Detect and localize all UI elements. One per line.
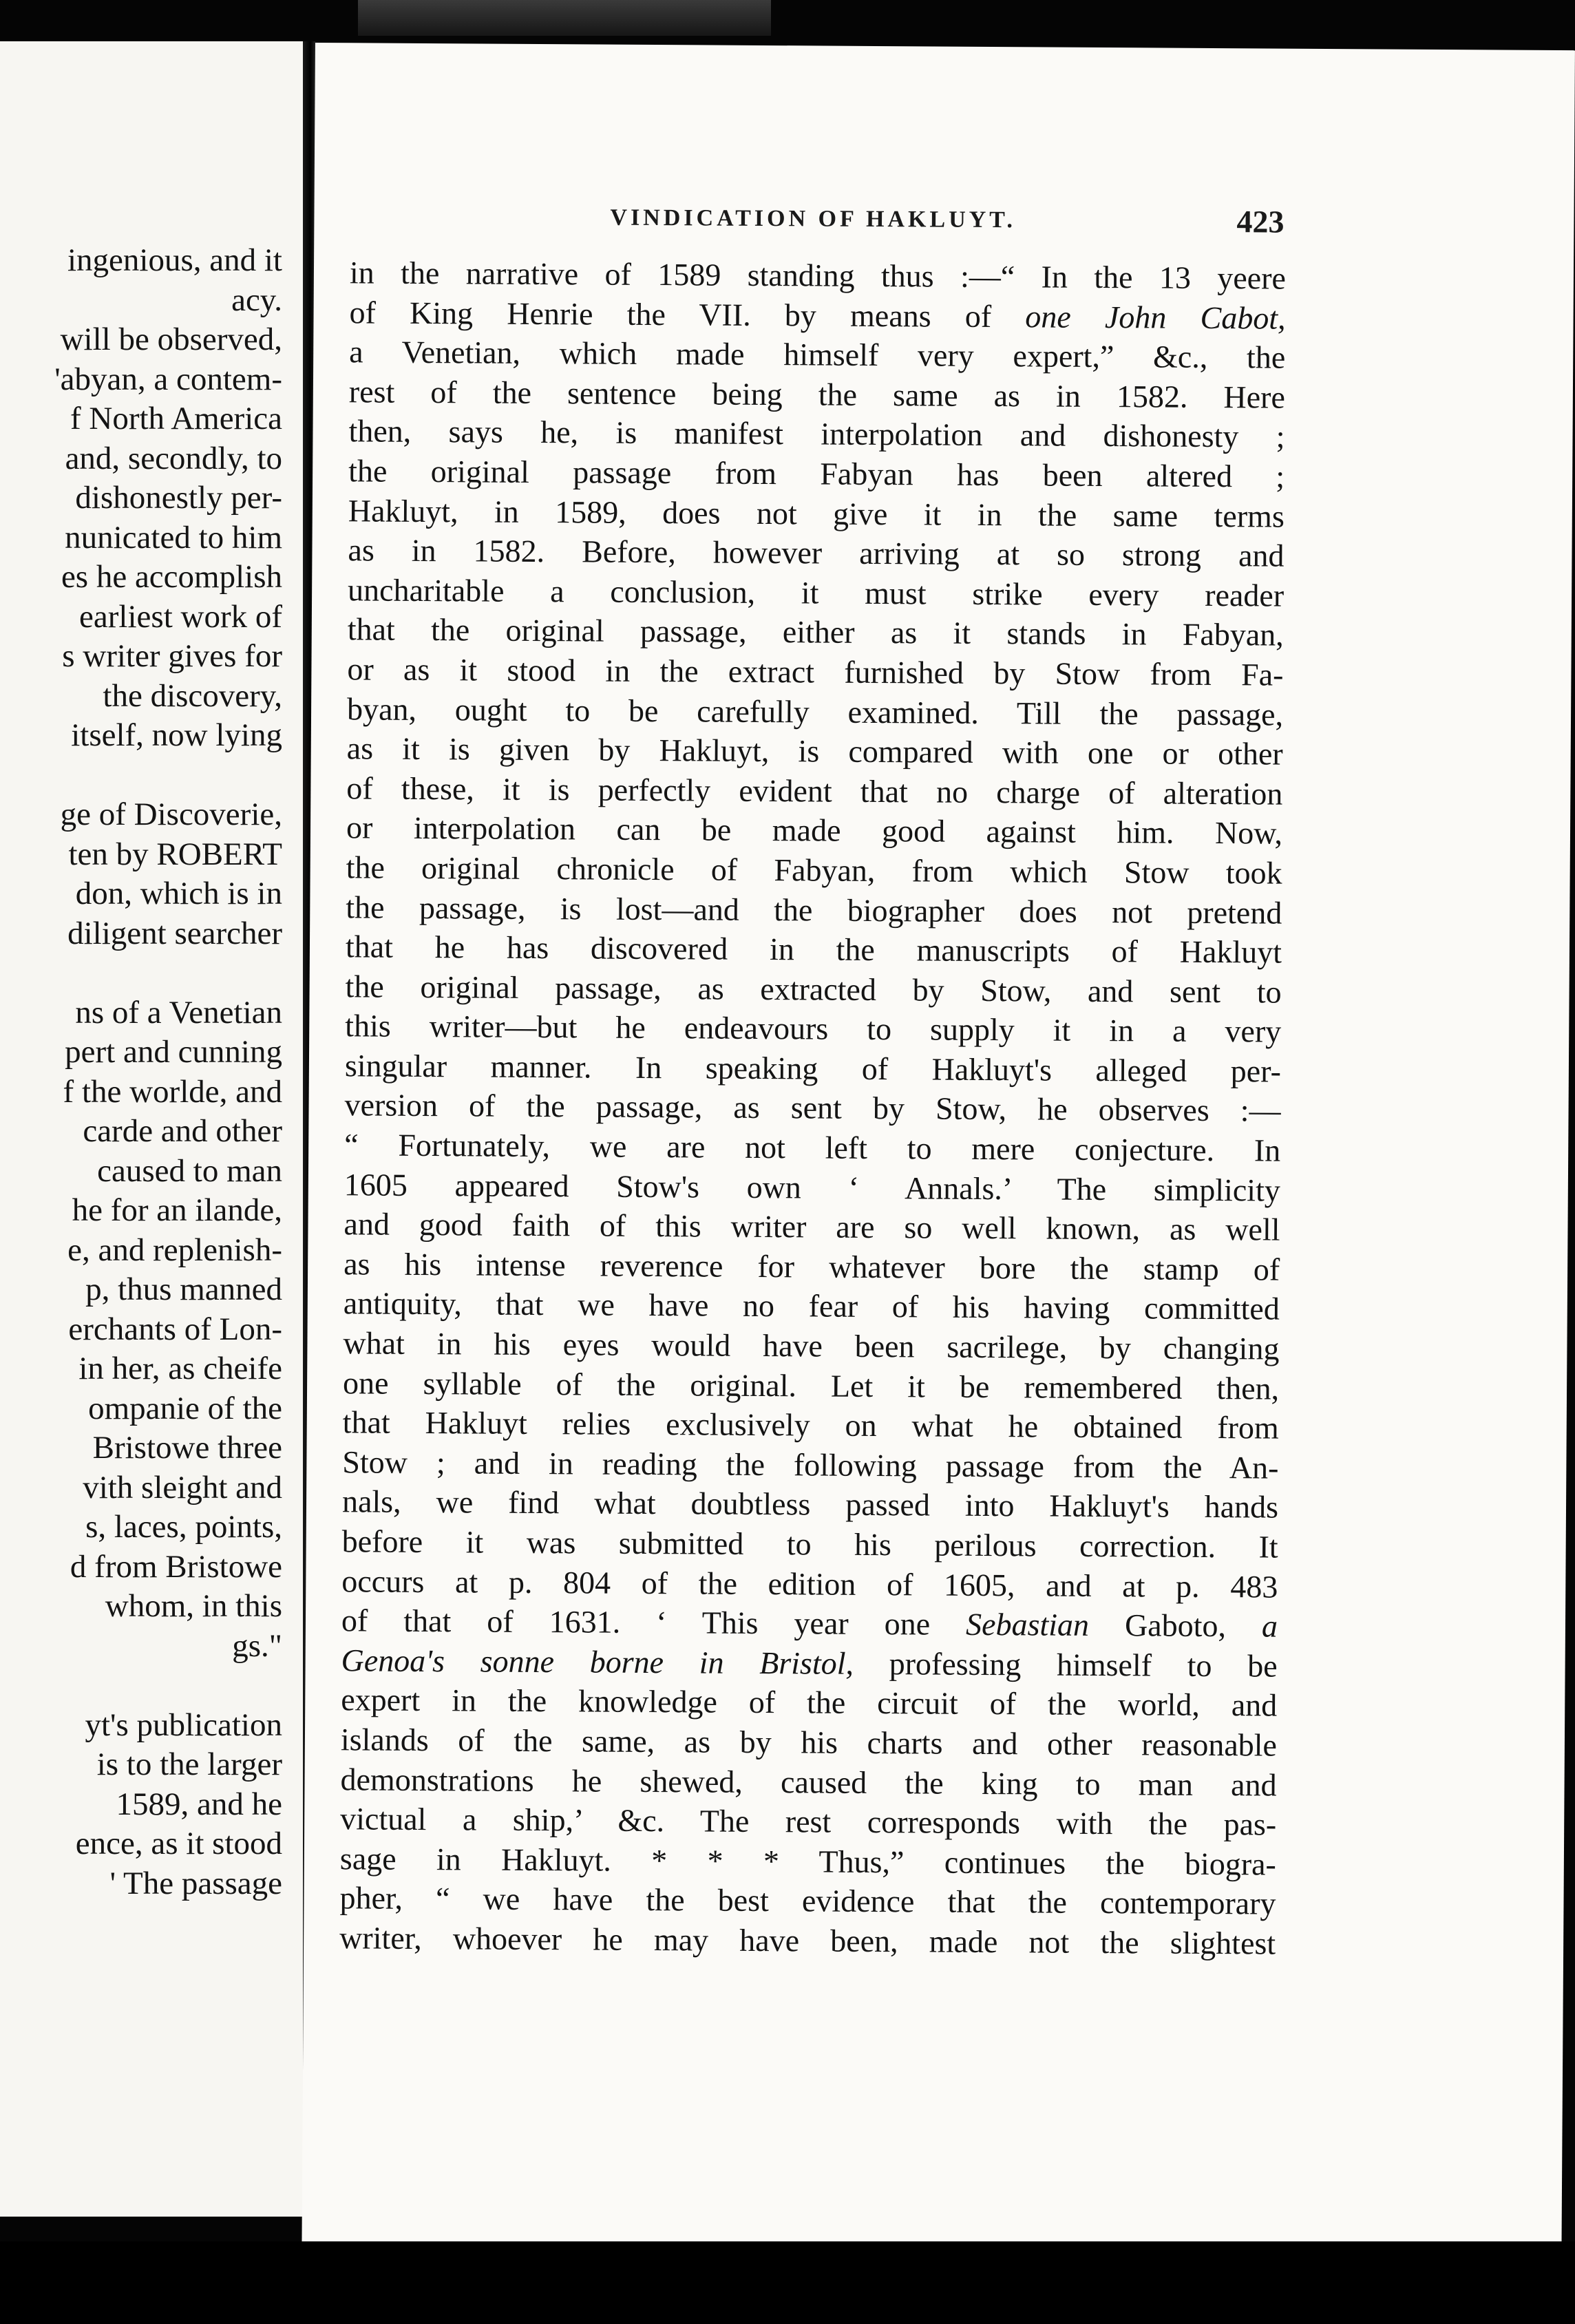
body-text: [339, 253, 1286, 1963]
body-line: Hakluyt, in 1589, does not give it in the same terms: [348, 492, 1285, 534]
left-page-line: ' The passage: [109, 1865, 282, 1901]
body-line: that the original passage, either as it stands in Fabyan,: [347, 611, 1284, 653]
body-line: a Venetian, which made himself very expert,” &c., the: [349, 334, 1286, 375]
body-line: demonstrations he shewed, caused the king to man and: [340, 1761, 1277, 1803]
left-page-line: ge of Discoverie,: [60, 796, 282, 832]
body-line: 1605 appeared Stow's own ‘ Annals.’ The simplicity: [343, 1166, 1281, 1208]
left-page-line: diligent searcher: [67, 915, 282, 951]
left-page-line: caused to man: [97, 1152, 282, 1189]
body-line: version of the passage, as sent by Stow, he observes :—: [344, 1087, 1281, 1129]
left-page-line: is to the larger: [96, 1746, 282, 1782]
body-line: before it was submitted to his perilous correction. It: [341, 1523, 1278, 1565]
body-line: that he has discovered in the manuscripts of Hakluyt: [345, 929, 1282, 970]
body-line: the original passage from Fabyan has been altered ;: [348, 453, 1285, 494]
body-line: as in 1582. Before, however arriving at so strong and: [348, 532, 1285, 573]
left-page-line: and, secondly, to: [65, 440, 282, 476]
left-page-line: ten by ROBERT: [68, 836, 282, 872]
body-line: what in his eyes would have been sacrilege, by changing: [343, 1325, 1280, 1366]
left-page-line: [0, 1666, 282, 1706]
left-page-line: f the worlde, and: [63, 1073, 282, 1110]
body-line: the passage, is lost—and the biographer does not pretend: [346, 889, 1282, 931]
body-line: then, says he, is manifest interpolation and dishonesty ;: [348, 413, 1285, 454]
left-page-line: s, laces, points,: [85, 1509, 282, 1545]
body-line: rest of the sentence being the same as in 1582. Here: [348, 374, 1286, 415]
body-line: of these, it is perfectly evident that no charge of alteration: [346, 770, 1283, 812]
body-line: writer, whoever he may have been, made not the slightest: [339, 1920, 1276, 1961]
running-title: VINDICATION OF HAKLUYT.: [610, 204, 1017, 233]
scan-top-shadow: [358, 0, 771, 36]
left-page-line: dishonestly per-: [75, 480, 282, 516]
body-line: or interpolation can be made good against him. Now,: [346, 810, 1283, 851]
running-head: [314, 198, 1574, 246]
left-page-line: ompanie of the: [88, 1390, 282, 1426]
left-page-line: [0, 953, 282, 993]
body-line: the original chronicle of Fabyan, from which Stow took: [346, 849, 1282, 891]
left-page-line: itself, now lying: [71, 717, 282, 753]
body-line: one syllable of the original. Let it be remembered then,: [342, 1364, 1280, 1406]
body-line: antiquity, that we have no fear of his having committed: [343, 1285, 1280, 1327]
left-page-line: ns of a Venetian: [75, 994, 282, 1031]
scan-bottom-edge: [0, 2241, 1575, 2324]
left-page-line: pert and cunning: [65, 1034, 282, 1070]
left-page-line: he for an ilande,: [72, 1192, 282, 1228]
body-line: occurs at p. 804 of the edition of 1605, and at p. 483: [341, 1563, 1278, 1605]
left-page-line: [0, 756, 282, 796]
left-page-line: d from Bristowe: [70, 1548, 282, 1585]
left-page-line: don, which is in: [75, 876, 282, 911]
left-page-line: the discovery,: [103, 677, 282, 714]
left-page-line: yt's publication: [85, 1707, 282, 1743]
body-line: Stow ; and in reading the following passage from the An-: [342, 1444, 1279, 1486]
left-page-line: e, and replenish-: [67, 1232, 282, 1268]
left-page-line: ingenious, and it: [67, 242, 282, 278]
left-page-line: carde and other: [83, 1113, 282, 1149]
body-line: of that of 1631. ‘ This year one Sebastian Gaboto, a: [341, 1603, 1278, 1644]
left-page-line: will be observed,: [60, 321, 282, 357]
left-page-line: whom, in this: [105, 1588, 282, 1624]
body-line: Genoa's sonne borne in Bristol, professing himself to be: [341, 1642, 1278, 1684]
body-line: this writer—but he endeavours to supply it in a very: [345, 1008, 1282, 1049]
right-page: [302, 43, 1575, 2253]
left-page-line: acy.: [231, 282, 282, 318]
body-line: pher, “ we have the best evidence that the contemporary: [339, 1880, 1276, 1921]
left-page-line: ence, as it stood: [75, 1826, 282, 1861]
body-line: expert in the knowledge of the circuit of the world, and: [341, 1682, 1278, 1723]
body-line: that Hakluyt relies exclusively on what he obtained from: [342, 1404, 1279, 1446]
body-line: as his intense reverence for whatever bore the stamp of: [343, 1246, 1280, 1287]
body-line: byan, ought to be carefully examined. Till the passage,: [346, 690, 1284, 732]
italic-run: a: [1261, 1608, 1278, 1644]
left-page-line: 1589, and he: [116, 1786, 282, 1822]
italic-run: one John Cabot,: [1025, 298, 1286, 336]
left-page-line: f North America: [70, 401, 282, 436]
left-page-line: vith sleight and: [83, 1469, 282, 1506]
body-line: nals, we find what doubtless passed into Hakluyt's hands: [341, 1483, 1279, 1525]
left-page-line: erchants of Lon-: [68, 1311, 282, 1347]
left-page-line: in her, as cheife: [78, 1351, 282, 1386]
body-line: the original passage, as extracted by Stow, and sent to: [345, 968, 1282, 1010]
body-line: victual a ship,’ &c. The rest corresponds with the pas-: [340, 1801, 1277, 1842]
body-line: and good faith of this writer are so well known, as well: [343, 1206, 1280, 1247]
left-page-line: 'abyan, a contem-: [54, 361, 282, 397]
left-page-line: es he accomplish: [61, 559, 282, 595]
italic-run: Sebastian: [965, 1607, 1090, 1643]
left-page-text-fragments: [0, 241, 282, 1903]
body-line: of King Henrie the VII. by means of one John Cabot,: [349, 294, 1286, 336]
body-line: as it is given by Hakluyt, is compared with one or other: [346, 730, 1283, 772]
left-page-line: Bristowe three: [92, 1430, 282, 1466]
page-number: 423: [1236, 204, 1285, 240]
left-page-line: gs.": [232, 1627, 282, 1664]
body-line: sage in Hakluyt. * * * Thus,” continues the biogra-: [339, 1841, 1277, 1882]
body-line: in the narrative of 1589 standing thus :—“ In the 13 yeere: [349, 255, 1287, 296]
left-page-line: p, thus manned: [85, 1271, 282, 1307]
left-facing-page: [0, 41, 303, 2217]
left-page-line: earliest work of: [79, 598, 282, 635]
body-line: islands of the same, as by his charts and other reasonable: [340, 1722, 1278, 1763]
left-page-line: s writer gives for: [62, 638, 282, 674]
body-line: singular manner. In speaking of Hakluyt's alleged per-: [344, 1048, 1282, 1089]
left-page-line: nunicated to him: [65, 519, 282, 556]
body-line: uncharitable a conclusion, it must strike every reader: [347, 572, 1285, 613]
body-line: or as it stood in the extract furnished by Stow from Fa-: [347, 651, 1284, 693]
body-line: “ Fortunately, we are not left to mere conjecture. In: [344, 1127, 1281, 1168]
italic-run: Genoa's sonne borne in Bristol,: [341, 1642, 854, 1681]
